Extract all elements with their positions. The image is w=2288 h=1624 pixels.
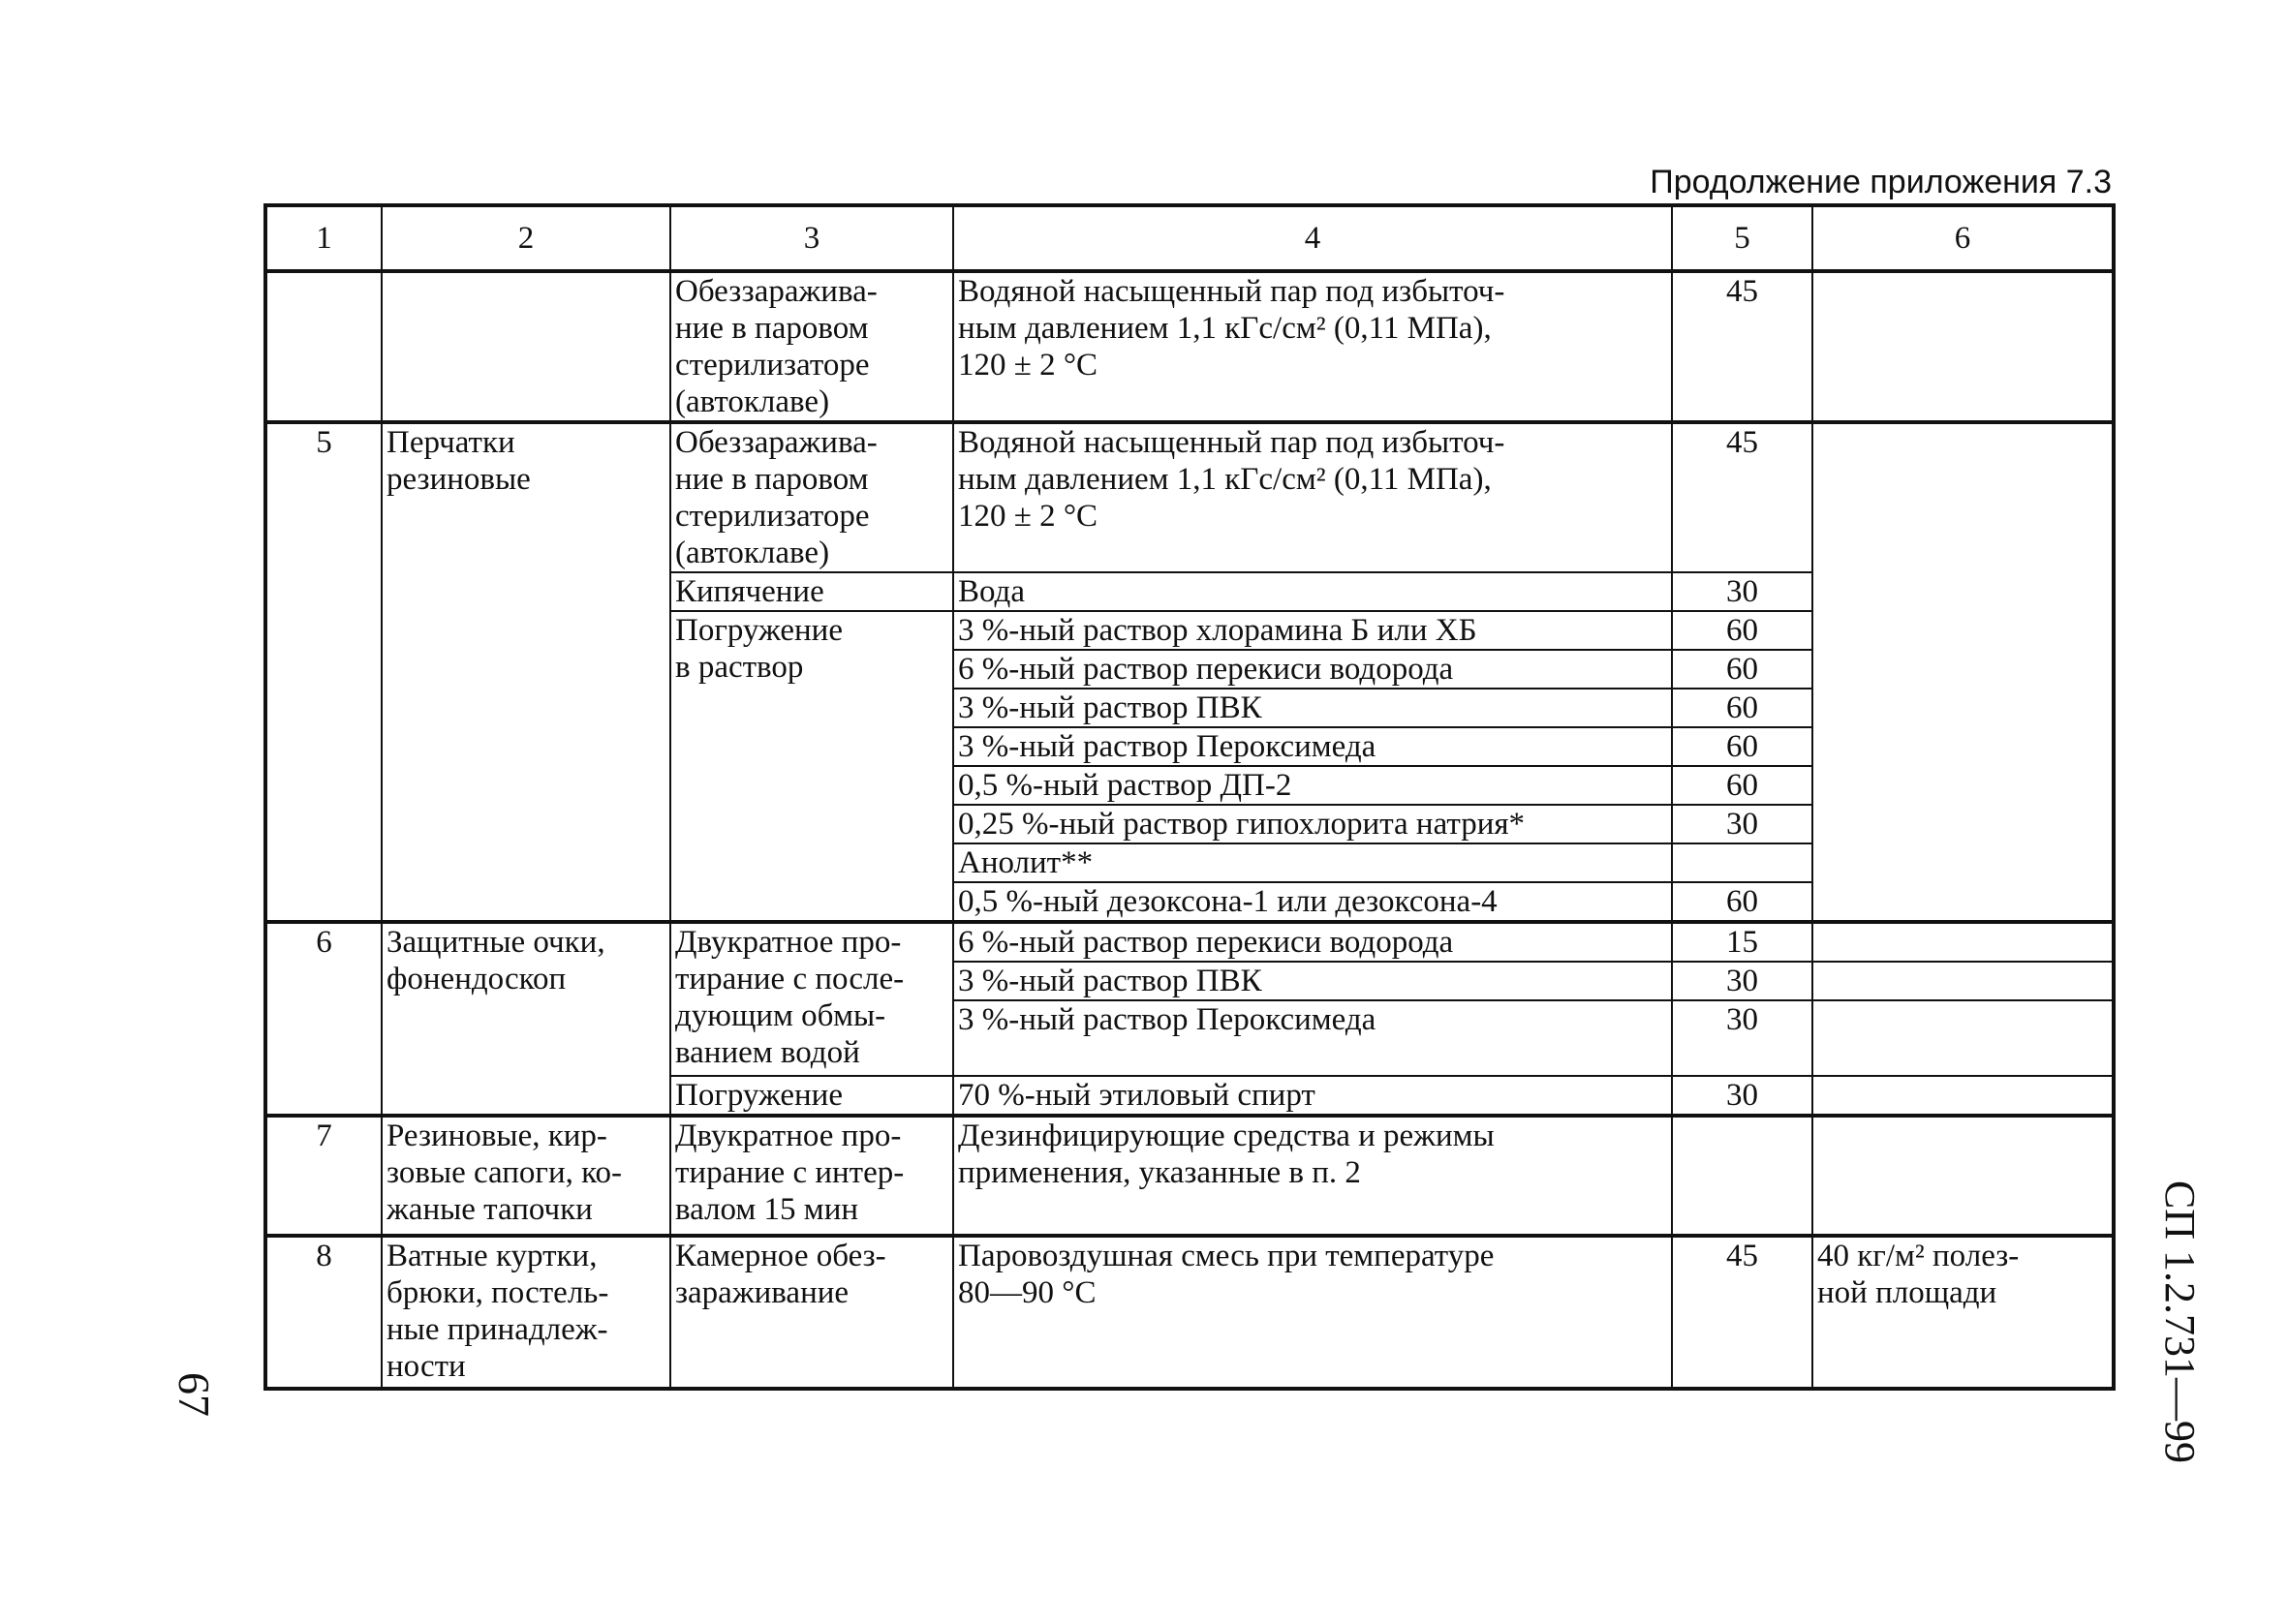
method-line: ние в паровом — [675, 462, 869, 497]
agent-line: ным давлением 1,1 кГс/см² (0,11 МПа), — [958, 462, 1492, 497]
table-row — [265, 422, 2114, 572]
table-row — [265, 1116, 2114, 1236]
item-name-line: Перчатки — [386, 425, 515, 460]
method-line: (автоклаве) — [675, 384, 830, 419]
item-name-line: фонендоскоп — [386, 962, 567, 996]
exposure-cell: 30 — [1672, 805, 1812, 843]
header-cell-4: 4 — [953, 205, 1672, 271]
note-cell — [1812, 422, 2114, 922]
item-number-cell: 7 — [265, 1116, 382, 1236]
exposure-cell: 60 — [1672, 650, 1812, 689]
item-name-cell — [382, 922, 670, 1116]
method-cell — [670, 422, 953, 572]
item-name-cell — [382, 1236, 670, 1389]
agent-cell: Анолит** — [953, 843, 1672, 882]
method-line: Камерное обез- — [675, 1239, 886, 1273]
disinfection-table-wrap — [263, 203, 2112, 1391]
header-cell-6: 6 — [1812, 205, 2114, 271]
disinfection-table — [263, 203, 2116, 1391]
exposure-cell: 45 — [1672, 271, 1812, 422]
item-number-cell: 5 — [265, 422, 382, 922]
method-line: Обеззаражива- — [675, 274, 878, 309]
note-cell — [1812, 962, 2114, 1000]
exposure-cell: 60 — [1672, 689, 1812, 727]
note-line: 40 кг/м² полез- — [1817, 1239, 2020, 1273]
agent-line: Водяной насыщенный пар под избыточ- — [958, 425, 1505, 460]
exposure-cell: 45 — [1672, 422, 1812, 572]
document-code: СП 1.2.731—99 — [2156, 1180, 2204, 1464]
agent-cell: 6 %-ный раствор перекиси водорода — [953, 650, 1672, 689]
page-number: 67 — [170, 1372, 219, 1417]
item-name-cell — [382, 1116, 670, 1236]
method-cell: Кипячение — [670, 572, 953, 611]
exposure-cell — [1672, 843, 1812, 882]
agent-line: 80—90 °С — [958, 1275, 1097, 1310]
agent-line: 120 ± 2 °С — [958, 348, 1098, 383]
header-cell-2: 2 — [382, 205, 670, 271]
method-line: валом 15 мин — [675, 1192, 859, 1227]
note-cell — [1812, 1076, 2114, 1116]
item-name-line: Резиновые, кир- — [386, 1118, 607, 1153]
exposure-cell: 60 — [1672, 611, 1812, 650]
agent-cell: 3 %-ный раствор ПВК — [953, 689, 1672, 727]
agent-line: Паровоздушная смесь при температуре — [958, 1239, 1495, 1273]
exposure-cell: 60 — [1672, 882, 1812, 922]
agent-cell: 3 %-ный раствор ПВК — [953, 962, 1672, 1000]
agent-cell: 6 %-ный раствор перекиси водорода — [953, 922, 1672, 962]
agent-cell — [953, 1116, 1672, 1236]
item-number-cell: 8 — [265, 1236, 382, 1389]
method-cell — [670, 271, 953, 422]
note-cell — [1812, 1000, 2114, 1076]
method-line: Двукратное про- — [675, 1118, 902, 1153]
item-name-line: ности — [386, 1349, 466, 1384]
item-name-line: Защитные очки, — [386, 925, 605, 960]
exposure-cell: 30 — [1672, 1076, 1812, 1116]
agent-cell: 3 %-ный раствор хлорамина Б или ХБ — [953, 611, 1672, 650]
method-line: Двукратное про- — [675, 925, 902, 960]
agent-cell: 0,25 %-ный раствор гипохлорита натрия* — [953, 805, 1672, 843]
note-cell — [1812, 271, 2114, 422]
note-cell — [1812, 1236, 2114, 1389]
item-number-cell: 6 — [265, 922, 382, 1116]
method-cell — [670, 611, 953, 922]
item-name-line: Ватные куртки, — [386, 1239, 598, 1273]
note-line: ной площади — [1817, 1275, 1997, 1310]
method-line: Погружение — [675, 613, 843, 648]
exposure-cell: 30 — [1672, 962, 1812, 1000]
table-row — [265, 922, 2114, 962]
item-name-cell — [382, 271, 670, 422]
agent-cell: 70 %-ный этиловый спирт — [953, 1076, 1672, 1116]
exposure-cell: 30 — [1672, 1000, 1812, 1076]
agent-cell: 0,5 %-ный дезоксона-1 или дезоксона-4 — [953, 882, 1672, 922]
method-cell — [670, 1236, 953, 1389]
method-cell: Погружение — [670, 1076, 953, 1116]
item-name-line: брюки, постель- — [386, 1275, 609, 1310]
item-name-line: зовые сапоги, ко- — [386, 1155, 622, 1190]
agent-line: ным давлением 1,1 кГс/см² (0,11 МПа), — [958, 311, 1492, 346]
exposure-cell — [1672, 1116, 1812, 1236]
exposure-cell: 15 — [1672, 922, 1812, 962]
method-line: (автоклаве) — [675, 536, 830, 570]
agent-line: Дезинфицирующие средства и режимы — [958, 1118, 1495, 1153]
agent-line: Водяной насыщенный пар под избыточ- — [958, 274, 1505, 309]
method-line: тирание с после- — [675, 962, 905, 996]
method-cell — [670, 922, 953, 1076]
method-line: дующим обмы- — [675, 998, 886, 1033]
header-cell-5: 5 — [1672, 205, 1812, 271]
method-line: ванием водой — [675, 1035, 860, 1070]
agent-cell — [953, 1236, 1672, 1389]
method-line: в раствор — [675, 650, 804, 685]
agent-cell: 0,5 %-ный раствор ДП-2 — [953, 766, 1672, 805]
table-row — [265, 271, 2114, 422]
note-cell — [1812, 1116, 2114, 1236]
agent-line: применения, указанные в п. 2 — [958, 1155, 1361, 1190]
agent-line: 120 ± 2 °С — [958, 499, 1098, 534]
method-line: стерилизаторе — [675, 499, 870, 534]
agent-cell — [953, 422, 1672, 572]
method-line: стерилизаторе — [675, 348, 870, 383]
method-cell — [670, 1116, 953, 1236]
table-row — [265, 1236, 2114, 1389]
exposure-cell: 60 — [1672, 727, 1812, 766]
item-name-line: жаные тапочки — [386, 1192, 593, 1227]
agent-cell: 3 %-ный раствор Пероксимеда — [953, 1000, 1672, 1076]
agent-cell: 3 %-ный раствор Пероксимеда — [953, 727, 1672, 766]
note-cell — [1812, 922, 2114, 962]
agent-cell — [953, 271, 1672, 422]
method-line: Обеззаражива- — [675, 425, 878, 460]
header-cell-3: 3 — [670, 205, 953, 271]
item-number-cell — [265, 271, 382, 422]
method-line: ние в паровом — [675, 311, 869, 346]
item-name-line: ные принадлеж- — [386, 1312, 608, 1347]
item-name-cell — [382, 422, 670, 922]
header-row — [265, 205, 2114, 271]
exposure-cell: 30 — [1672, 572, 1812, 611]
exposure-cell: 60 — [1672, 766, 1812, 805]
item-name-line: резиновые — [386, 462, 531, 497]
exposure-cell: 45 — [1672, 1236, 1812, 1389]
method-line: тирание с интер- — [675, 1155, 905, 1190]
method-line: зараживание — [675, 1275, 850, 1310]
header-cell-1: 1 — [265, 205, 382, 271]
agent-cell: Вода — [953, 572, 1672, 611]
continuation-caption: Продолжение приложения 7.3 — [1650, 164, 2112, 200]
